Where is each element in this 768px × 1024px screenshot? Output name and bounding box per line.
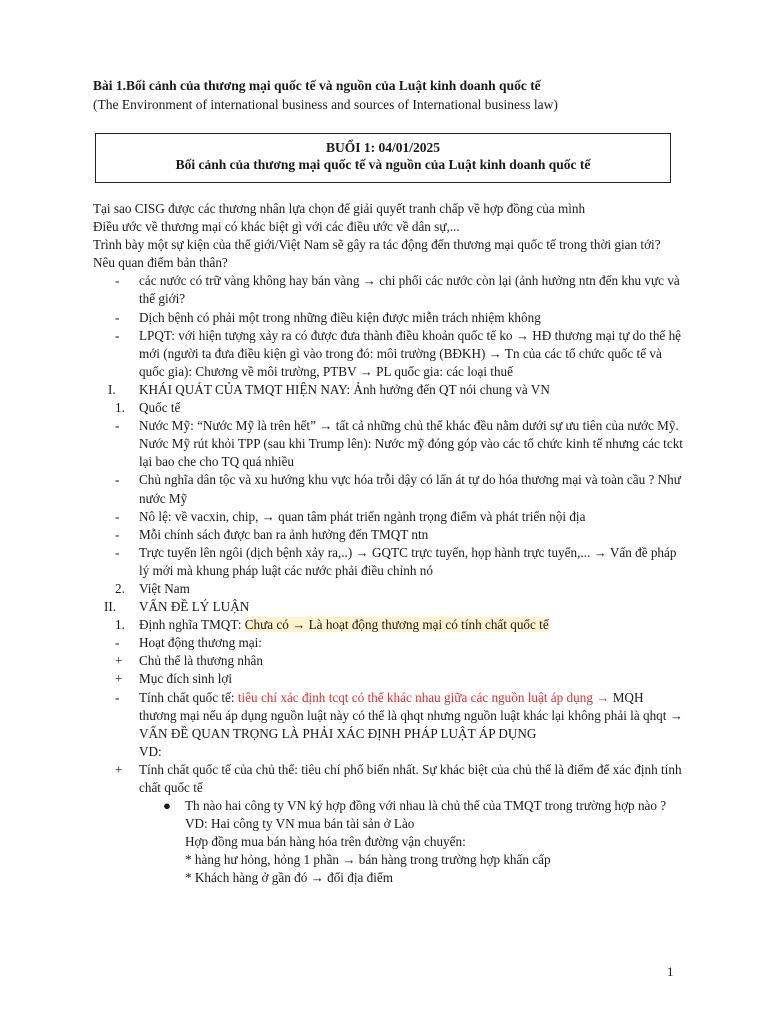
list-marker: +: [115, 671, 123, 687]
number-marker: 2.: [115, 580, 125, 596]
subsection-international: 1. Quốc tế: [93, 399, 683, 417]
dot-marker: ●: [163, 798, 171, 814]
intro-question-3: Trình bày một sự kiện của thế giới/Việt Nam sẽ gây ra tác động đến thương mại quốc tế trong thời gian tới? Nêu quan điểm bản thân?: [93, 237, 661, 271]
list-item: - các nước có trữ vàng không hay bán vàng → chi phối các nước còn lại (ảnh hưởng ntn đến khu vực và thế giới?: [115, 273, 680, 307]
list-marker: +: [115, 653, 123, 669]
number-marker: 1.: [115, 617, 125, 633]
list-item: - Mỗi chính sách được ban ra ảnh hưởng đến TMQT ntn: [93, 526, 683, 544]
document-body: [93, 200, 683, 888]
list-item: + Mục đích sinh lợi: [93, 670, 683, 688]
highlighted-definition: Chưa có → Là hoạt động thương mại có tính chất quốc tế: [244, 617, 549, 633]
dash-marker: -: [115, 526, 120, 542]
dash-marker: -: [115, 689, 120, 705]
session-topic: Bối cảnh của thương mại quốc tế và nguồn của Luật kinh doanh quốc tế: [175, 157, 591, 172]
dash-marker: -: [115, 472, 120, 488]
list-item: - Hoạt động thương mại:: [93, 634, 683, 652]
dash-marker: -: [115, 273, 120, 289]
session-box: [95, 133, 671, 183]
number-marker: 1.: [115, 400, 125, 416]
section-heading-1: I. KHÁI QUÁT CỦA TMQT HIỆN NAY: Ảnh hưởng đến QT nói chung và VN: [93, 381, 683, 399]
lesson-subtitle: (The Environment of international business and sources of International business law): [93, 97, 558, 112]
subsection-vietnam: 2. Việt Nam: [93, 580, 683, 598]
dash-marker: -: [115, 327, 120, 343]
international-nature-item: - Tính chất quốc tế: tiêu chí xác định tcqt có thể khác nhau giữa các nguồn luật áp dụng → MQH thương mại nếu áp dụng nguồn luật này có thể là qhqt nhưng nguồn luật khác lại không phải là qhqt → VẤN ĐỀ QUAN TRỌNG LÀ PHẢI XÁC ĐỊNH PHÁP LUẬT ÁP DỤNG VD:: [115, 689, 683, 759]
roman-marker: II.: [104, 599, 117, 615]
intro-question-2: Điều ước về thương mại có khác biệt gì với các điều ước về dân sự,...: [93, 219, 460, 235]
subject-criteria-item: + Tính chất quốc tế của chủ thể: tiêu chí phổ biến nhất. Sự khác biệt của chủ thể là điểm để xác định tính chất quốc tế: [115, 761, 682, 795]
intro-question-1: Tại sao CISG được các thương nhân lựa chọn để giải quyết tranh chấp về hợp đồng của mình: [93, 201, 586, 216]
list-item: + Chủ thể là thương nhân: [93, 652, 683, 670]
list-item: - Dịch bệnh có phải một trong những điều kiện được miễn trách nhiệm không: [93, 309, 683, 327]
dash-marker: -: [115, 508, 120, 524]
session-date: BUỔI 1: 04/01/2025: [325, 140, 440, 155]
section-heading-2: II. VẤN ĐỀ LÝ LUẬN: [93, 598, 683, 616]
page-number: 1: [667, 964, 674, 979]
definition-item: 1. Định nghĩa TMQT: Chưa có → Là hoạt động thương mại có tính chất quốc tế: [93, 616, 683, 634]
dash-marker: -: [115, 418, 120, 434]
red-criteria-text: tiêu chí xác định tcqt có thể khác nhau giữa các nguồn luật áp dụng →: [237, 689, 610, 705]
roman-marker: I.: [108, 381, 116, 397]
list-item: - Nước Mỹ: “Nước Mỹ là trên hết” → tất cả những chủ thể khác đều nằm dưới sự ưu tiên của nước Mỹ. Nước Mỹ rút khỏi TPP (sau khi Trump lên): Nước mỹ đóng góp vào các tổ chức kinh tế nhưng các tckt lại bao che cho TQ quá nhiều: [115, 418, 683, 470]
dash-marker: -: [115, 544, 120, 560]
plus-marker: +: [115, 761, 123, 777]
list-item: - Trực tuyến lên ngôi (dịch bệnh xảy ra,..) → GQTC trực tuyến, họp hành trực tuyến,... → Vấn đề pháp lý mới mà khung pháp luật các nước phải điều chỉnh nó: [115, 544, 677, 578]
dot-bullet-item: ● Th nào hai công ty VN ký hợp đồng với nhau là chủ thể của TMQT trong trường hợp nào ? VD: Hai công ty VN mua bán tài sản ở Lào Hợp đồng mua bán hàng hóa trên đường vận chuyển: * hàng hư hỏng, hỏng 1 phần → bán hàng trong trường hợp khẩn cấp * Khách hàng ở gần đó → đổi địa điểm: [163, 798, 667, 886]
lesson-title: Bài 1.Bối cảnh của thương mại quốc tế và nguồn của Luật kinh doanh quốc tế: [93, 78, 541, 93]
list-marker: -: [115, 635, 120, 651]
list-item: - Nô lệ: về vacxin, chip, → quan tâm phát triển ngành trọng điểm và phát triển nội địa: [93, 508, 683, 526]
dash-marker: -: [115, 309, 120, 325]
list-item: - Chủ nghĩa dân tộc và xu hướng khu vực hóa trỗi dậy có lấn át tự do hóa thương mại và toàn cầu ? Như nước Mỹ: [115, 472, 681, 506]
list-item: - LPQT: với hiện tượng xảy ra có được đưa thành điều khoản quốc tế ko → HĐ thương mại tự do thế hệ mới (người ta đưa điều kiện gì vào trong đó: môi trường (BĐKH) → Tn của các tổ chức quốc tế và quốc gia): Chương về môi trường, PTBV → PL quốc gia: các loại thuế: [115, 327, 682, 379]
